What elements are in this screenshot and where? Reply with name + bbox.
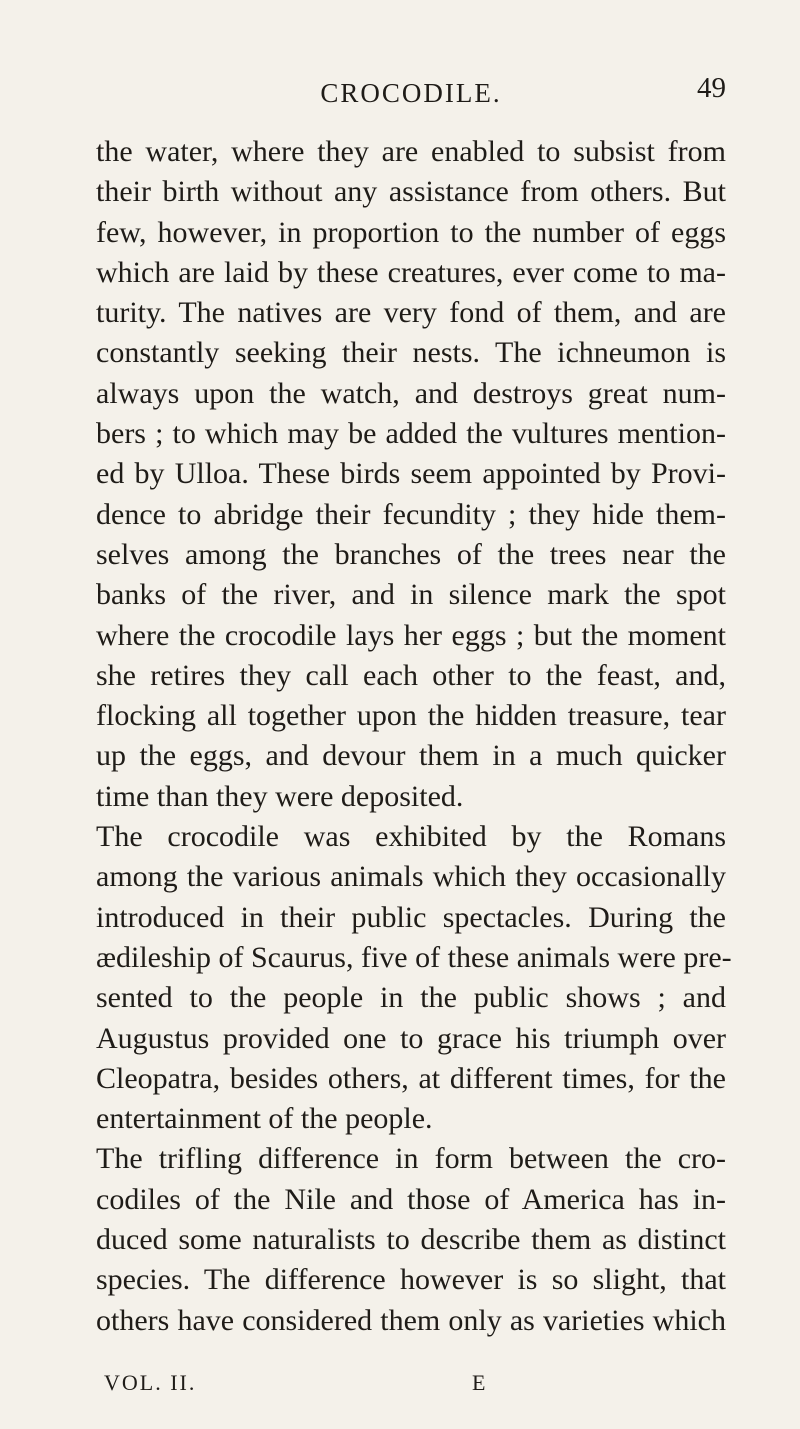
text-line: time than they were deposited. (96, 779, 464, 813)
page-footer (96, 1370, 726, 1400)
text-line: the water, where they are enabled to subsist from (96, 135, 726, 168)
text-line: ed by Ulloa. These birds seem appointed by Provi- (96, 457, 726, 491)
signature-mark: E (472, 1370, 486, 1395)
text-line: codiles of the Nile and those of America has in- (96, 1182, 726, 1216)
text-line: their birth without any assistance from others. But (96, 175, 726, 209)
text-line: up the eggs, and devour them in a much quicker (96, 739, 726, 773)
text-line: turity. The natives are very fond of them, and are (96, 296, 726, 330)
text-line: The crocodile was exhibited by the Romans (96, 820, 726, 854)
text-line: others have considered them only as varieties which (96, 1303, 726, 1337)
text-line: ædileship of Scaurus, five of these animals were pre- (96, 940, 732, 974)
text-line: selves among the branches of the trees near the (96, 537, 726, 571)
text-line: duced some naturalists to describe them as distinct (96, 1223, 726, 1257)
running-head (96, 72, 726, 112)
text-line: few, however, in proportion to the number of eggs (96, 215, 726, 249)
text-line: bers ; to which may be added the vultures mention- (96, 417, 726, 451)
text-line: she retires they call each other to the feast, and, (96, 658, 726, 692)
text-line: entertainment of the people. (96, 1102, 433, 1136)
page-number: 49 (697, 72, 726, 104)
text-line: species. The difference however is so slight, that (96, 1263, 726, 1297)
text-line: among the various animals which they occasionally (96, 860, 726, 894)
text-line: flocking all together upon the hidden treasure, tear (96, 699, 726, 733)
text-line: sented to the people in the public shows ; and (96, 981, 726, 1015)
text-line: Augustus provided one to grace his triumph over (96, 1021, 726, 1055)
text-line: The trifling difference in form between the cro- (96, 1142, 726, 1176)
running-title: CROCODILE. (320, 78, 502, 108)
volume-label: VOL. II. (104, 1370, 197, 1395)
text-line: banks of the river, and in silence mark the spot (96, 578, 726, 612)
text-line: where the crocodile lays her eggs ; but the moment (96, 618, 726, 652)
text-line: introduced in their public spectacles. During the (96, 900, 726, 934)
text-line: which are laid by these creatures, ever come to ma- (96, 255, 726, 289)
text-line: dence to abridge their fecundity ; they hide them- (96, 497, 726, 531)
text-line: always upon the watch, and destroys great num- (96, 376, 726, 410)
body-text (96, 132, 732, 1341)
text-line: Cleopatra, besides others, at different times, for the (96, 1061, 726, 1095)
text-line: constantly seeking their nests. The ichneumon is (96, 336, 726, 370)
